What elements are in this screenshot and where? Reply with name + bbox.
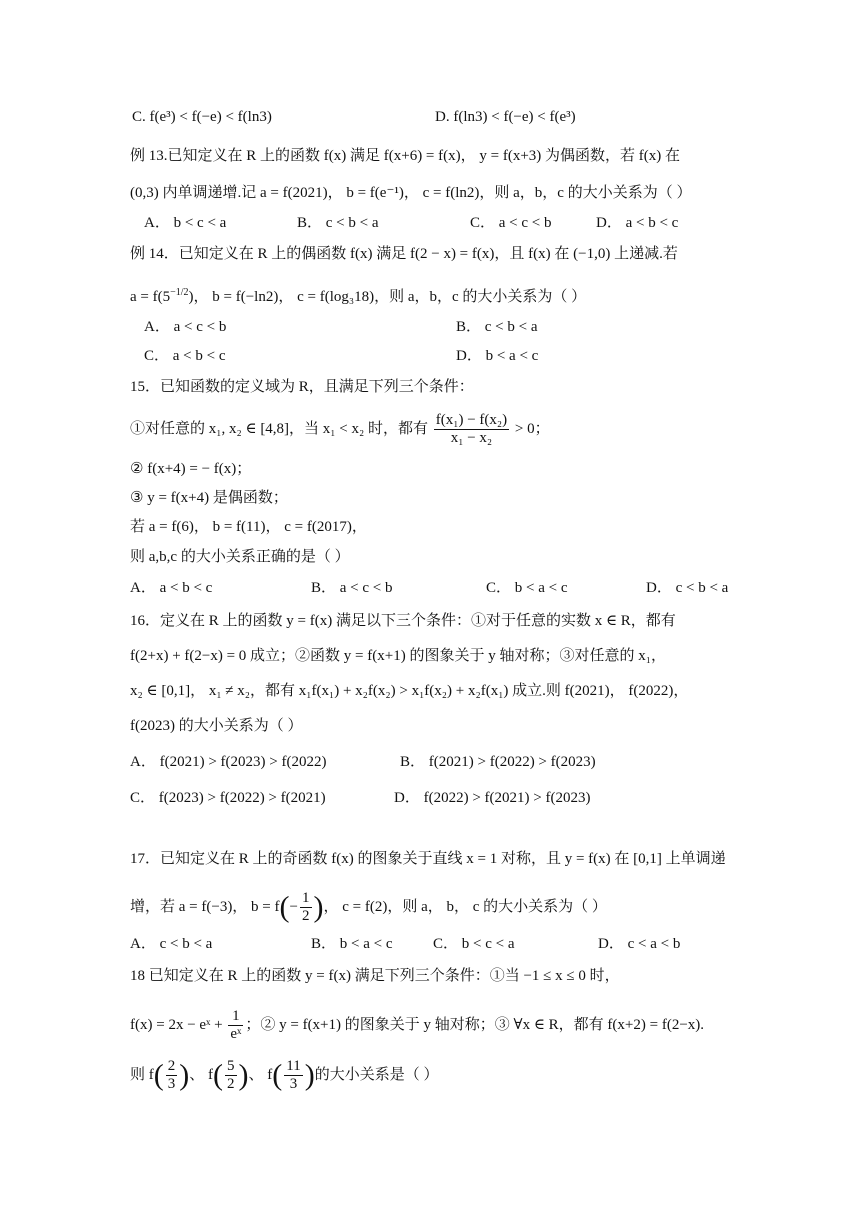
q15-cond1-denominator: x₁ − x₂ [450, 430, 493, 446]
q13-stem-line1: 例 13.已知定义在 R 上的函数 f(x) 满足 f(x+6) = f(x)， y = f(x+3) 为偶函数，若 f(x) 在 [130, 148, 681, 164]
q18-frac-3-den: 3 [289, 1076, 298, 1092]
q17-b-fraction [300, 890, 312, 925]
q18-frac-1-num: 2 [167, 1058, 176, 1074]
q18-frac-2-num: 5 [227, 1058, 235, 1074]
q14-option-b: B． c < b < a [456, 319, 538, 335]
q16-option-a: A． f(2021) > f(2023) > f(2022) [130, 754, 327, 770]
q15-option-c: C． b < a < c [486, 580, 568, 596]
q15-option-a: A． a < b < c [130, 580, 213, 596]
q15-condition-1 [130, 412, 550, 447]
q15-option-b: B． a < c < b [311, 580, 393, 596]
q15-if-line: 若 a = f(6)， b = f(11)， c = f(2017)， [130, 519, 367, 535]
q13-option-a: A． b < c < a [144, 215, 227, 231]
q14-stem-line1: 例 14．已知定义在 R 上的偶函数 f(x) 满足 f(2 − x) = f(x)，且 f(x) 在 (−1,0) 上递减.若 [130, 246, 678, 262]
q14-exponent: −1/2 [170, 287, 189, 298]
q16-option-b: B． f(2021) > f(2022) > f(2023) [400, 754, 596, 770]
q18-paren-2-close: ) [238, 1058, 249, 1092]
q15-then-line: 则 a,b,c 的大小关系正确的是（ ） [130, 549, 350, 565]
q12-option-d: D. f(ln3) < f(−e) < f(e³) [435, 109, 576, 125]
q17-option-c: C． b < c < a [433, 936, 515, 952]
q15-condition-2: ② f(x+4) = − f(x)； [130, 461, 252, 477]
q17-option-b: B． b < a < c [311, 936, 393, 952]
q15-cond1-fraction [434, 412, 509, 447]
q18-stem-line2 [130, 1008, 704, 1043]
q18-paren-3-open: ( [272, 1058, 283, 1092]
q17-b-denominator: 2 [302, 908, 310, 924]
q14-a-def: a = f(5 [130, 289, 171, 305]
q13-option-b: B． c < b < a [297, 215, 379, 231]
q18-line3-rest: 的大小关系是（ ） [314, 1066, 439, 1083]
q15-stem-line1: 15．已知函数的定义域为 R，且满足下列三个条件： [130, 379, 474, 395]
q17-option-a: A． c < b < a [130, 936, 213, 952]
q18-fx-def: f(x) = 2x − eˣ + [130, 1016, 223, 1033]
q18-frac-1-den: 3 [167, 1076, 176, 1092]
q18-line3-start: 则 f [130, 1066, 154, 1083]
q17-b-numerator: 1 [302, 890, 310, 906]
q16-option-d: D． f(2022) > f(2021) > f(2023) [394, 790, 591, 806]
q18-stem-line3: 则 f( $\frac{2}{3}$ )、 f( $\frac{5}{2}$ )、 f( $\frac{11}{3}$ )的大小关系是（ ） [130, 1058, 439, 1092]
q16-option-c: C． f(2023) > f(2022) > f(2021) [130, 790, 326, 806]
q18-paren-3-close: ) [304, 1058, 315, 1092]
q18-frac-1 [166, 1058, 178, 1093]
q16-stem-line4: f(2023) 的大小关系为（ ） [130, 718, 303, 734]
q18-paren-2-open: ( [213, 1058, 223, 1092]
q18-paren-1-open: ( [153, 1058, 164, 1092]
q18-numerator: 1 [228, 1008, 243, 1026]
q18-frac-3 [284, 1058, 302, 1093]
q15-option-d: D． c < b < a [646, 580, 729, 596]
q15-cond1-tail: > 0； [514, 420, 550, 437]
q16-stem-line3: x₂ ∈ [0,1]， x₁ ≠ x₂，都有 x₁f(x₁) + x₂f(x₂) > x₁f(x₂) + x₂f(x₁) 成立.则 f(2021)， f(2022)， [130, 683, 689, 699]
q14-option-c: C． a < b < c [144, 348, 226, 364]
q18-paren-1-close: ) [179, 1058, 190, 1092]
q14-option-a: A． a < c < b [144, 319, 227, 335]
q17-stem-line2: 增，若 a = f(−3)， b = f(− $\frac{1}{2}$ )， c = f(2)，则 a， b， c 的大小关系为（ ） [130, 890, 607, 924]
q17-option-d: D． c < a < b [598, 936, 681, 952]
q14-line2-rest: )， b = f(−ln2)， c = f(log₃18)，则 a，b，c 的大小关系为（ ） [188, 289, 587, 305]
q18-frac-2-den: 2 [227, 1076, 235, 1092]
q17-line2-start: 增，若 a = f(−3)， b = f [130, 898, 280, 915]
q13-option-d: D． a < b < c [596, 215, 679, 231]
q17-right-paren: ) [313, 890, 324, 924]
q15-cond1-text: ①对任意的 x₁, x₂ ∈ [4,8]，当 x₁ < x₂ 时，都有 [130, 420, 428, 437]
q15-cond1-numerator: f(x₁) − f(x₂) [435, 412, 508, 428]
q16-stem-line1: 16．定义在 R 上的函数 y = f(x) 满足以下三个条件：①对于任意的实数 x ∈ R，都有 [130, 613, 676, 629]
q13-stem-line2: (0,3) 内单调递增.记 a = f(2021)， b = f(e⁻¹)， c = f(ln2)，则 a，b，c 的大小关系为（ ） [130, 185, 692, 201]
q12-option-c: C. f(e³) < f(−e) < f(ln3) [132, 109, 272, 125]
q18-frac-3-num: 11 [286, 1058, 301, 1074]
q17-left-paren: ( [279, 890, 290, 924]
q15-condition-3: ③ y = f(x+4) 是偶函数； [130, 490, 288, 506]
q14-stem-line2 [130, 282, 586, 308]
q14-option-d: D． b < a < c [456, 348, 539, 364]
q18-frac-2 [225, 1058, 237, 1093]
q18-stem-line1: 18 已知定义在 R 上的函数 y = f(x) 满足下列三个条件：①当 −1 ≤ x ≤ 0 时， [130, 968, 620, 984]
q16-stem-line2: f(2+x) + f(2−x) = 0 成立；②函数 y = f(x+1) 的图象关于 y 轴对称；③对任意的 x₁， [130, 648, 666, 664]
q18-denominator: eˣ [230, 1026, 242, 1042]
q17-stem-line1: 17．已知定义在 R 上的奇函数 f(x) 的图象关于直线 x = 1 对称，且 y = f(x) 在 [0,1] 上单调递 [130, 851, 726, 867]
q18-line2-rest: ；② y = f(x+1) 的图象关于 y 轴对称；③ ∀x ∈ R，都有 f(x+2) = f(2−x). [245, 1016, 705, 1033]
q13-option-c: C． a < c < b [470, 215, 552, 231]
q18-fraction [228, 1008, 243, 1043]
q17-line2-rest: ， c = f(2)，则 a， b， c 的大小关系为（ ） [323, 898, 607, 915]
